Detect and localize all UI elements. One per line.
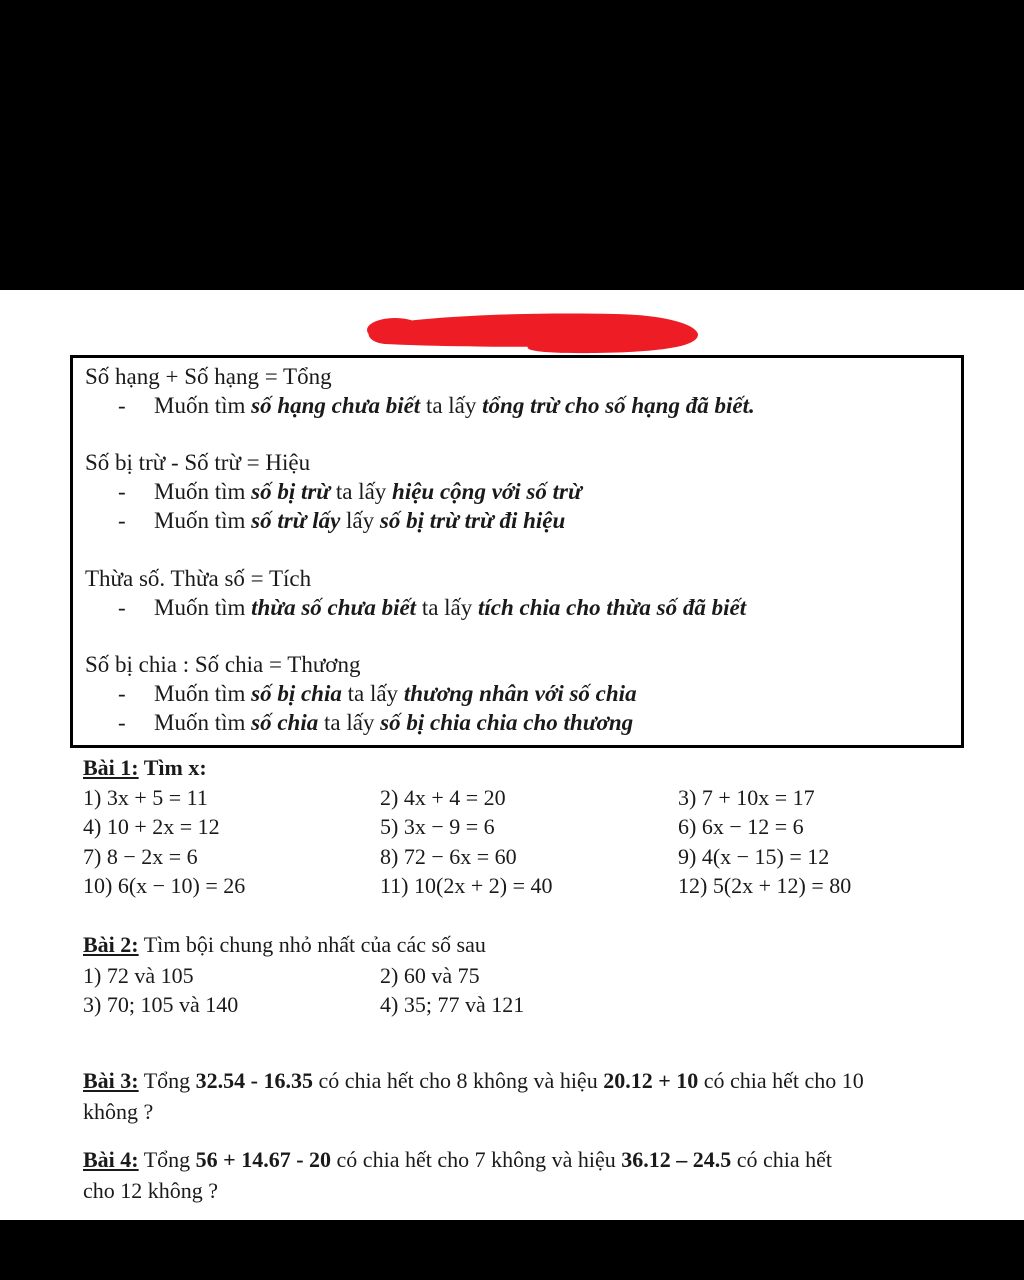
rule-item: - Muốn tìm thừa số chưa biết ta lấy tích chia cho thừa số đã biết xyxy=(118,595,747,620)
rule-group-multiplication xyxy=(85,564,746,622)
bai1-item: 7) 8 − 2x = 6 xyxy=(83,844,198,869)
bai1-item: 6) 6x − 12 = 6 xyxy=(678,814,804,839)
bai1-item: 4) 10 + 2x = 12 xyxy=(83,814,220,839)
bai1-item: 11) 10(2x + 2) = 40 xyxy=(380,873,553,898)
rule-item: - Muốn tìm số bị trừ ta lấy hiệu cộng với số trừ xyxy=(118,479,582,504)
rule-group-addition xyxy=(85,362,755,420)
formula-addition: Số hạng + Số hạng = Tổng xyxy=(85,364,332,389)
bai1-item: 1) 3x + 5 = 11 xyxy=(83,785,208,810)
rule-item: - Muốn tìm số trừ lấy lấy số bị trừ trừ đi hiệu xyxy=(118,508,566,533)
rule-item: - Muốn tìm số chia ta lấy số bị chia chia cho thương xyxy=(118,710,634,735)
formula-multiplication: Thừa số. Thừa số = Tích xyxy=(85,566,312,591)
bai1-item: 8) 72 − 6x = 60 xyxy=(380,844,517,869)
bai1-heading: Bài 1: Tìm x: xyxy=(83,755,207,780)
bai1-item: 12) 5(2x + 12) = 80 xyxy=(678,873,852,898)
bai1-item: 9) 4(x − 15) = 12 xyxy=(678,844,830,869)
bai1-item: 3) 7 + 10x = 17 xyxy=(678,785,815,810)
rule-item: - Muốn tìm số hạng chưa biết ta lấy tổng trừ cho số hạng đã biết. xyxy=(118,393,755,418)
bai4-line2: cho 12 không ? xyxy=(83,1178,219,1203)
rules-box xyxy=(70,355,964,748)
bai2-item: 2) 60 và 75 xyxy=(380,963,480,988)
bai2-item: 3) 70; 105 và 140 xyxy=(83,992,239,1017)
rule-group-subtraction xyxy=(85,448,582,535)
rule-group-division xyxy=(85,650,637,737)
bai3-line2: không ? xyxy=(83,1099,154,1124)
bai3-line1: Bài 3: Tổng 32.54 - 16.35 có chia hết cho 8 không và hiệu 20.12 + 10 có chia hết cho 10 xyxy=(83,1068,864,1093)
formula-subtraction: Số bị trừ - Số trừ = Hiệu xyxy=(85,450,311,475)
bai1-item: 10) 6(x − 10) = 26 xyxy=(83,873,246,898)
document-page xyxy=(0,290,1024,1220)
bai2-item: 1) 72 và 105 xyxy=(83,963,194,988)
bai1-item: 5) 3x − 9 = 6 xyxy=(380,814,495,839)
bai1-item: 2) 4x + 4 = 20 xyxy=(380,785,506,810)
rule-item: - Muốn tìm số bị chia ta lấy thương nhân với số chia xyxy=(118,681,637,706)
redaction-scribble xyxy=(365,308,700,356)
bai2-heading: Bài 2: Tìm bội chung nhỏ nhất của các số sau xyxy=(83,932,486,957)
bai2-item: 4) 35; 77 và 121 xyxy=(380,992,525,1017)
bai4-line1: Bài 4: Tổng 56 + 14.67 - 20 có chia hết cho 7 không và hiệu 36.12 – 24.5 có chia hết xyxy=(83,1147,833,1172)
formula-division: Số bị chia : Số chia = Thương xyxy=(85,652,361,677)
